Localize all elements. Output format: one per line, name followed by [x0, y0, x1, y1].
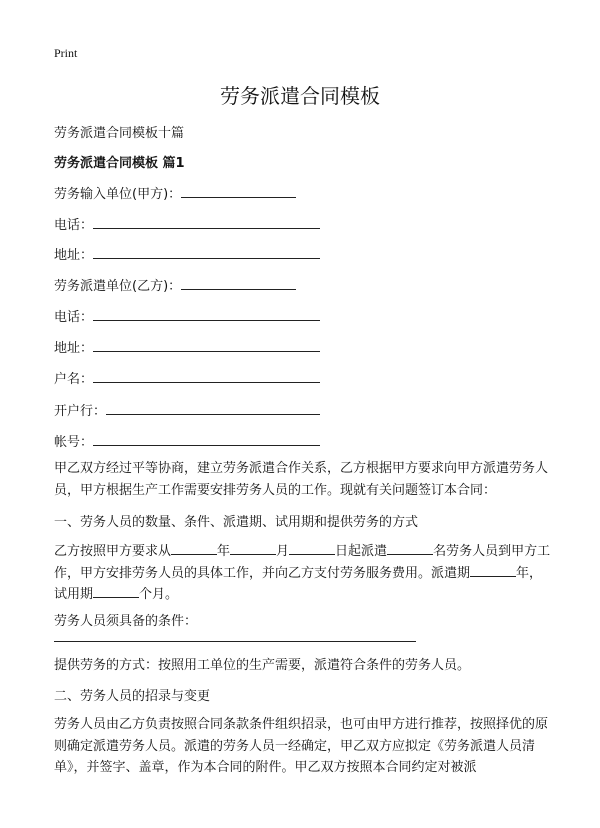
- blank-line: [93, 216, 320, 229]
- intro-paragraph: 甲乙双方经过平等协商，建立劳务派遣合作关系，乙方根据甲方要求向甲方派遣劳务人员，甲方根据生产工作需要安排劳务人员的工作。现就有关问题签订本合同：: [54, 461, 549, 498]
- field-label: 地址：: [54, 248, 94, 263]
- text: 年，试用期: [54, 565, 543, 602]
- blank-line: [470, 564, 516, 577]
- blank-line: [289, 542, 335, 555]
- text: 月: [276, 544, 290, 559]
- blank-line: [387, 542, 433, 555]
- text: 个月。: [139, 587, 179, 602]
- blank-line: [93, 433, 320, 446]
- field-label: 户名：: [54, 372, 94, 387]
- blank-line: [106, 402, 320, 415]
- provide-method: 提供劳务的方式：按照用工单位的生产需要，派遣符合条件的劳务人员。: [54, 658, 471, 673]
- paragraph-2: 劳务人员由乙方负责按照合同条款条件组织招录，也可由甲方进行推荐，按照择优的原则确定派遣劳务人员。派遣的劳务人员一经确定，甲乙双方应拟定《劳务派遣人员清单》，并签字、盖章，作为本合同的附件。甲乙双方按照本合同约定对被派: [54, 717, 549, 775]
- field-label: 帐号：: [54, 435, 94, 450]
- page-title: 劳务派遣合同模板: [220, 84, 380, 108]
- blank-line: [93, 370, 320, 383]
- field-account-number: [54, 431, 320, 450]
- conditions-blank-line: [54, 641, 416, 642]
- text: 名劳务人员到甲方工作，甲方安排劳务人员的具体工作，并向乙方支付劳务服务费用。派遣期: [54, 544, 551, 581]
- field-address-b: [54, 337, 320, 356]
- blank-line: [181, 185, 296, 198]
- heading-2: 二、劳务人员的招录与变更: [54, 689, 211, 704]
- subtitle: 劳务派遣合同模板十篇: [54, 126, 185, 141]
- print-link[interactable]: Print: [54, 46, 78, 60]
- field-phone-a: [54, 214, 320, 233]
- paragraph-1: [54, 541, 554, 606]
- field-label: 开户行：: [54, 404, 107, 419]
- field-label: 电话：: [54, 218, 94, 233]
- conditions-label: 劳务人员须具备的条件：: [54, 614, 198, 629]
- blank-line: [93, 246, 320, 259]
- field-bank: [54, 400, 320, 419]
- field-label: 电话：: [54, 310, 94, 325]
- text: 年: [217, 544, 231, 559]
- field-label: 地址：: [54, 341, 94, 356]
- blank-line: [93, 308, 320, 321]
- blank-line: [93, 339, 320, 352]
- blank-line: [93, 585, 139, 598]
- field-phone-b: [54, 306, 320, 325]
- field-party-b: [54, 275, 296, 294]
- section-heading: 劳务派遣合同模板 篇1: [54, 156, 185, 171]
- field-label: 劳务输入单位(甲方)：: [54, 187, 182, 202]
- blank-line: [230, 542, 276, 555]
- blank-line: [181, 277, 296, 290]
- field-label: 劳务派遣单位(乙方)：: [54, 279, 182, 294]
- field-party-a: [54, 183, 296, 202]
- text: 乙方按照甲方要求从: [54, 544, 172, 559]
- heading-1: 一、劳务人员的数量、条件、派遣期、试用期和提供劳务的方式: [54, 515, 419, 530]
- field-address-a: [54, 244, 320, 263]
- text: 日起派遣: [335, 544, 388, 559]
- field-account-name: [54, 368, 320, 387]
- blank-line: [171, 542, 217, 555]
